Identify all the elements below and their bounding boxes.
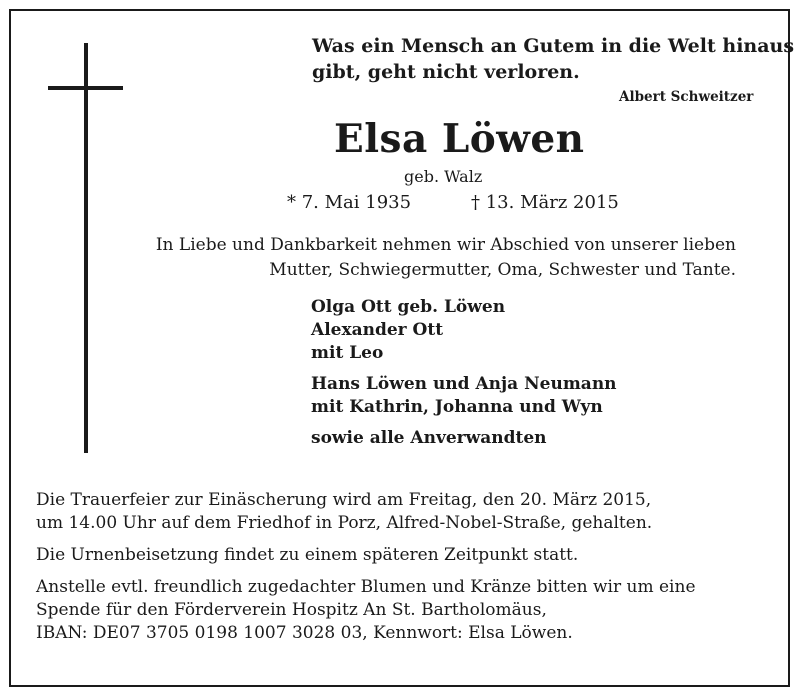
funeral-paragraph [36, 489, 696, 535]
farewell-line: In Liebe und Dankbarkeit nehmen wir Abschied von unserer lieben [155, 235, 736, 255]
paragraph-line: Die Trauerfeier zur Einäscherung wird am Freitag, den 20. März 2015, [36, 490, 652, 510]
mourner-line: Alexander Ott [311, 320, 444, 340]
mourner-line: Olga Ott geb. Löwen [311, 297, 506, 317]
paragraph-line: Spende für den Förderverein Hospitz An St. Bartholomäus, [36, 600, 547, 620]
mourner-line: mit Leo [311, 343, 384, 363]
paragraph-line: Die Urnenbeisetzung findet zu einem späteren Zeitpunkt statt. [36, 545, 579, 565]
farewell-line: Mutter, Schwiegermutter, Oma, Schwester und Tante. [269, 260, 736, 280]
cross-icon [84, 43, 88, 453]
mourners [311, 296, 617, 458]
quote-line: gibt, geht nicht verloren. [312, 61, 580, 83]
quote-author: Albert Schweitzer [619, 89, 754, 105]
paragraph-line: IBAN: DE07 3705 0198 1007 3028 03, Kennwort: Elsa Löwen. [36, 623, 573, 643]
birth-date: * 7. Mai 1935 [287, 192, 412, 213]
deceased-name: Elsa Löwen [334, 116, 585, 162]
mourner-group [311, 296, 617, 365]
donation-paragraph [36, 576, 696, 645]
cross-icon-crossbar [48, 86, 123, 90]
quote [312, 33, 794, 85]
paragraph-line: Anstelle evtl. freundlich zugedachter Blumen und Kränze bitten wir um eine [36, 577, 696, 597]
mourner-line: Hans Löwen und Anja Neumann [311, 374, 617, 394]
death-date: † 13. März 2015 [471, 192, 619, 213]
paragraph-line: um 14.00 Uhr auf dem Friedhof in Porz, Alfred-Nobel-Straße, gehalten. [36, 513, 653, 533]
burial-paragraph [36, 544, 696, 567]
quote-line: Was ein Mensch an Gutem in die Welt hinaus [312, 35, 795, 57]
farewell-text [120, 233, 736, 283]
service-details [36, 489, 696, 654]
mourner-group [311, 427, 617, 450]
mourner-line: sowie alle Anverwandten [311, 428, 547, 448]
birth-name: geb. Walz [404, 167, 483, 186]
mourner-group [311, 373, 617, 419]
mourner-line: mit Kathrin, Johanna und Wyn [311, 397, 603, 417]
